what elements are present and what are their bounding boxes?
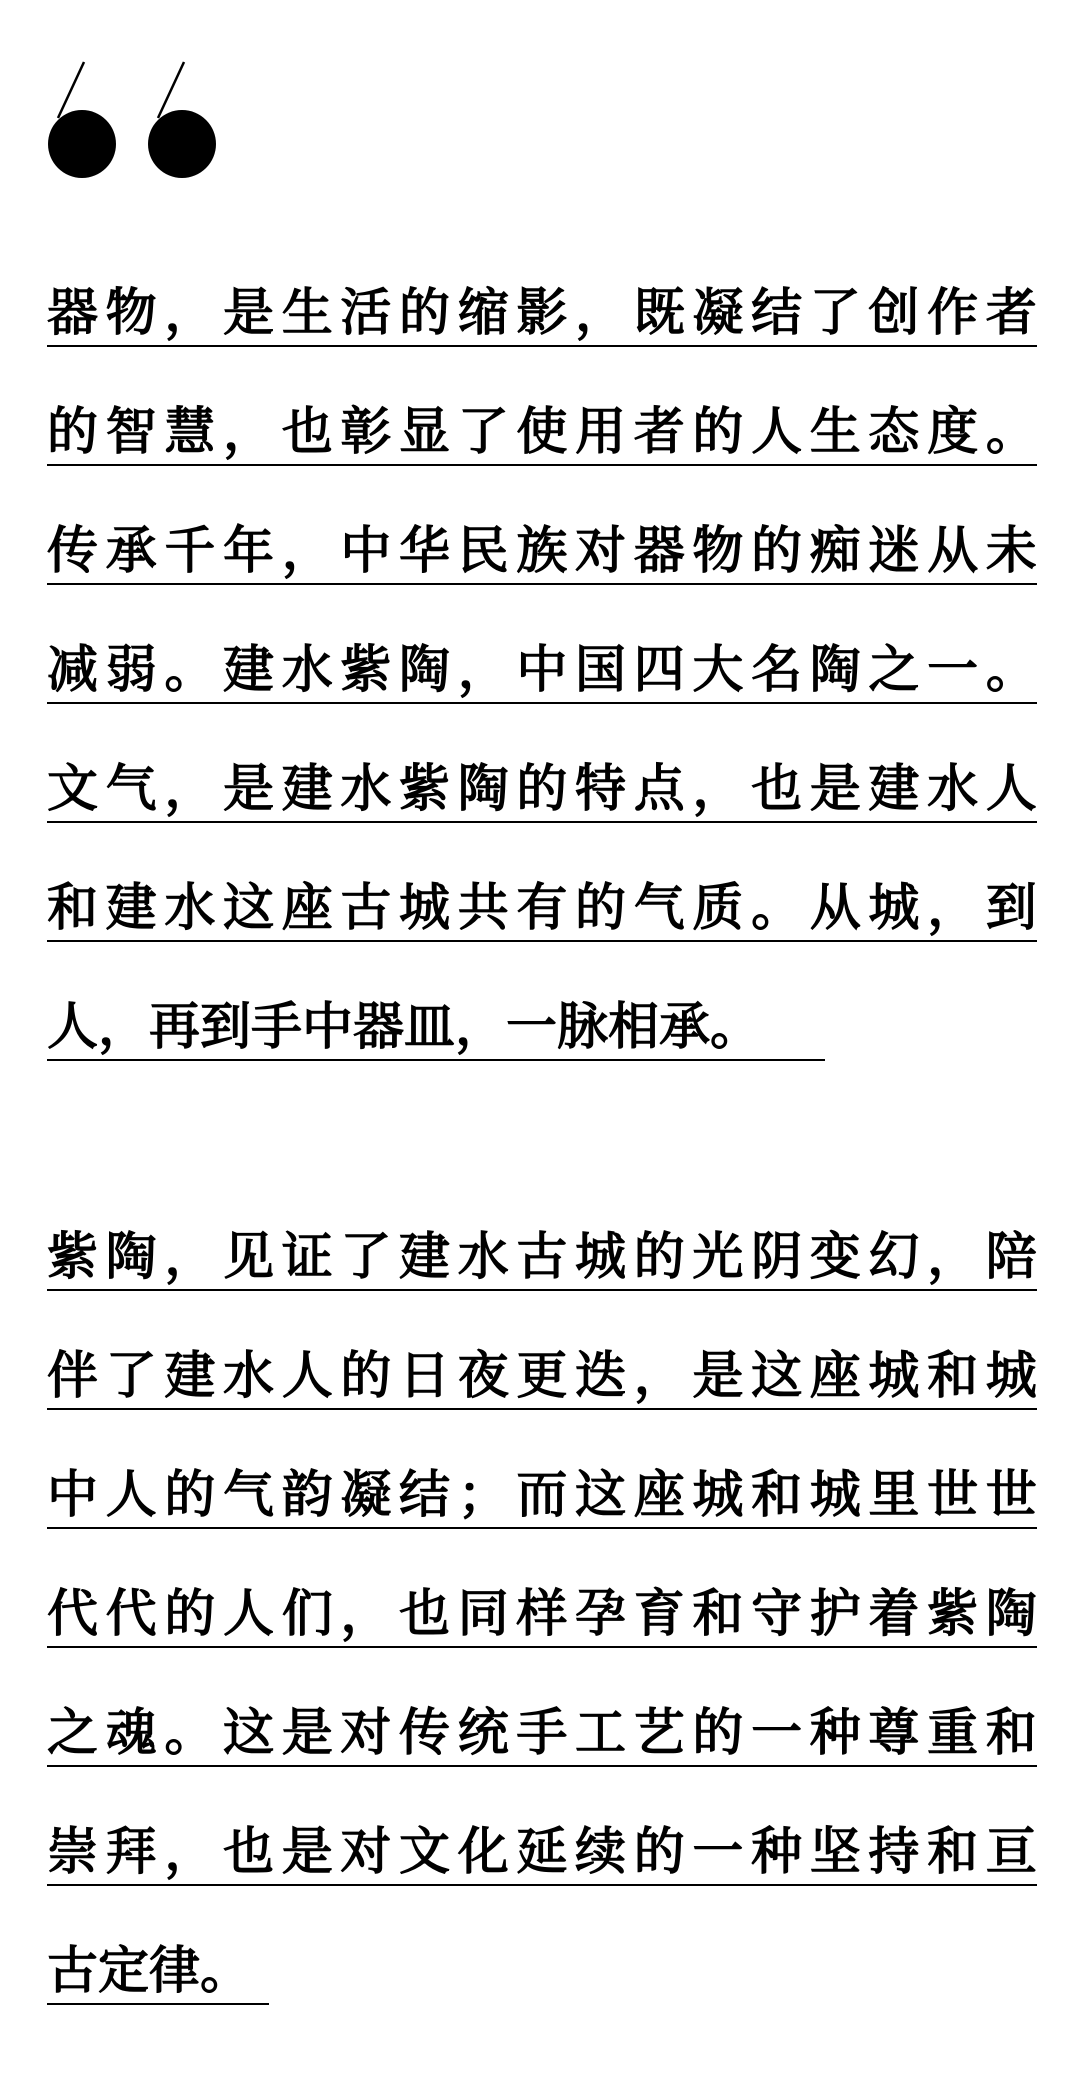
line-text: 人，再到手中器皿，一脉相承。 — [47, 998, 762, 1057]
line-text: 伴 了 建 水 人 的 日 夜 更 迭 ， 是 这 座 城 和 城 — [47, 1347, 1037, 1406]
text-line — [47, 1291, 1037, 1410]
line-text: 古定律。 — [47, 1942, 252, 2001]
line-text: 紫 陶 ， 见 证 了 建 水 古 城 的 光 阴 变 幻 ， 陪 — [47, 1228, 1037, 1287]
line-text: 器 物 ， 是 生 活 的 缩 影 ， 既 凝 结 了 创 作 者 — [47, 284, 1037, 343]
line-text: 代 代 的 人 们 ， 也 同 样 孕 育 和 守 护 着 紫 陶 — [47, 1585, 1037, 1644]
text-line — [47, 347, 1037, 466]
paragraph-2 — [47, 1172, 1037, 2005]
line-text: 和 建 水 这 座 古 城 共 有 的 气 质 。 从 城 ， 到 — [47, 879, 1037, 938]
text-line — [47, 228, 1037, 347]
text-line — [47, 942, 1037, 1061]
text-line — [47, 704, 1037, 823]
text-line — [47, 1767, 1037, 1886]
text-line — [47, 1529, 1037, 1648]
line-text: 中 人 的 气 韵 凝 结 ； 而 这 座 城 和 城 里 世 世 — [47, 1466, 1037, 1525]
text-line — [47, 585, 1037, 704]
double-quote-icon — [44, 58, 228, 178]
text-line — [47, 1648, 1037, 1767]
line-text: 的 智 慧 ， 也 彰 显 了 使 用 者 的 人 生 态 度 。 — [47, 403, 1037, 462]
text-line — [47, 1172, 1037, 1291]
paragraph-1 — [47, 228, 1037, 1061]
line-text: 之 魂 。 这 是 对 传 统 手 工 艺 的 一 种 尊 重 和 — [47, 1704, 1037, 1763]
text-line — [47, 1410, 1037, 1529]
line-text: 文 气 ， 是 建 水 紫 陶 的 特 点 ， 也 是 建 水 人 — [47, 760, 1037, 819]
line-text: 传 承 千 年 ， 中 华 民 族 对 器 物 的 痴 迷 从 未 — [47, 522, 1037, 581]
line-text: 崇 拜 ， 也 是 对 文 化 延 续 的 一 种 坚 持 和 亘 — [47, 1823, 1037, 1882]
underline-rule — [47, 2003, 269, 2005]
text-line — [47, 1886, 1037, 2005]
line-text: 减 弱 。 建 水 紫 陶 ， 中 国 四 大 名 陶 之 一 。 — [47, 641, 1037, 700]
text-line — [47, 466, 1037, 585]
text-line — [47, 823, 1037, 942]
underline-rule — [47, 1059, 825, 1061]
